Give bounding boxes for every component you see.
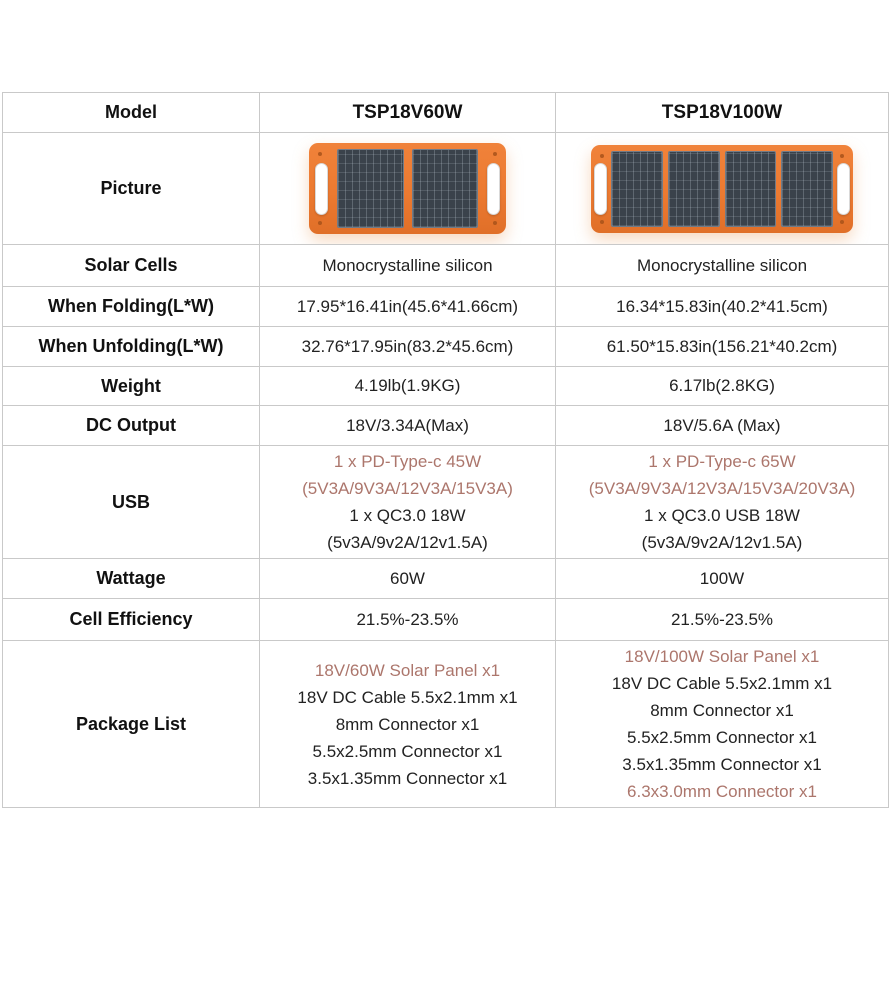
weight-60w-value: 4.19lb(1.9KG)	[260, 367, 556, 406]
solar-cells-100w-value: Monocrystalline silicon	[556, 245, 889, 287]
usb-60w-line-3: 1 x QC3.0 18W	[349, 506, 466, 525]
picture-cell-60w	[260, 133, 556, 245]
table-row-package-list	[3, 641, 889, 808]
panel-screw-icon	[493, 221, 497, 225]
row-label-when-unfolding: When Unfolding(L*W)	[3, 327, 260, 367]
wattage-100w-value: 100W	[556, 559, 889, 599]
row-label-model: Model	[3, 93, 260, 133]
package-60w-line-5: 3.5x1.35mm Connector x1	[307, 768, 508, 788]
package-60w-line-4: 5.5x2.5mm Connector x1	[312, 741, 503, 761]
cell-efficiency-100w-value: 21.5%-23.5%	[556, 599, 889, 641]
dc-output-60w-value: 18V/3.34A(Max)	[260, 406, 556, 446]
model-name-tsp18v60w: TSP18V60W	[260, 93, 556, 133]
solar-cell-section	[412, 149, 479, 228]
package-100w-line-3: 8mm Connector x1	[650, 701, 794, 720]
wattage-60w-value: 60W	[260, 559, 556, 599]
solar-cell-section	[781, 151, 833, 227]
usb-60w-line-4: (5v3A/9v2A/12v1.5A)	[327, 533, 488, 552]
panel-screw-icon	[840, 154, 844, 158]
panel-screw-icon	[600, 220, 604, 224]
table-row-when-unfolding	[3, 327, 889, 367]
table-row-model	[3, 93, 889, 133]
dc-output-100w-value: 18V/5.6A (Max)	[556, 406, 889, 446]
usb-100w-value	[556, 446, 889, 559]
row-label-cell-efficiency: Cell Efficiency	[3, 599, 260, 641]
model-name-tsp18v100w: TSP18V100W	[556, 93, 889, 133]
solar-cell-section	[611, 151, 663, 227]
page	[0, 92, 890, 982]
folding-size-100w-value: 16.34*15.83in(40.2*41.5cm)	[556, 287, 889, 327]
row-label-usb: USB	[3, 446, 260, 559]
picture-cell-100w	[556, 133, 889, 245]
panel-screw-icon	[318, 221, 322, 225]
package-60w-line-1: 18V/60W Solar Panel x1	[314, 660, 501, 680]
spec-comparison-table	[2, 92, 889, 808]
unfolding-size-60w-value: 32.76*17.95in(83.2*45.6cm)	[260, 327, 556, 367]
table-row-dc-output	[3, 406, 889, 446]
package-100w-line-6: 6.3x3.0mm Connector x1	[627, 782, 817, 801]
row-label-dc-output: DC Output	[3, 406, 260, 446]
row-label-picture: Picture	[3, 133, 260, 245]
package-100w-line-2: 18V DC Cable 5.5x2.1mm x1	[611, 674, 833, 693]
panel-handle-icon	[594, 163, 607, 215]
package-list-100w-value	[556, 641, 889, 808]
package-60w-line-2: 18V DC Cable 5.5x2.1mm x1	[297, 687, 518, 707]
solar-panel-60w-image	[309, 143, 506, 234]
table-row-when-folding	[3, 287, 889, 327]
panel-handle-icon	[315, 163, 328, 215]
table-row-weight	[3, 367, 889, 406]
panel-cells-60w	[337, 149, 478, 228]
cell-efficiency-60w-value: 21.5%-23.5%	[260, 599, 556, 641]
package-100w-line-5: 3.5x1.35mm Connector x1	[622, 755, 822, 774]
row-label-weight: Weight	[3, 367, 260, 406]
usb-60w-value	[260, 446, 556, 559]
usb-100w-line-1: 1 x PD-Type-c 65W	[648, 452, 796, 471]
solar-cell-section	[725, 151, 777, 227]
usb-100w-line-2: (5V3A/9V3A/12V3A/15V3A/20V3A)	[588, 479, 856, 498]
unfolding-size-100w-value: 61.50*15.83in(156.21*40.2cm)	[556, 327, 889, 367]
package-100w-line-1: 18V/100W Solar Panel x1	[624, 647, 820, 666]
row-label-when-folding: When Folding(L*W)	[3, 287, 260, 327]
row-label-package-list: Package List	[3, 641, 260, 808]
panel-screw-icon	[840, 220, 844, 224]
row-label-solar-cells: Solar Cells	[3, 245, 260, 287]
package-100w-line-4: 5.5x2.5mm Connector x1	[627, 728, 817, 747]
table-row-picture	[3, 133, 889, 245]
panel-screw-icon	[493, 152, 497, 156]
row-label-wattage: Wattage	[3, 559, 260, 599]
package-60w-line-3: 8mm Connector x1	[335, 714, 480, 734]
table-row-wattage	[3, 559, 889, 599]
solar-panel-100w-image	[591, 145, 853, 233]
table-row-cell-efficiency	[3, 599, 889, 641]
folding-size-60w-value: 17.95*16.41in(45.6*41.66cm)	[260, 287, 556, 327]
panel-screw-icon	[600, 154, 604, 158]
usb-60w-line-2: (5V3A/9V3A/12V3A/15V3A)	[302, 479, 513, 498]
weight-100w-value: 6.17lb(2.8KG)	[556, 367, 889, 406]
panel-cells-100w	[611, 151, 833, 227]
panel-handle-icon	[837, 163, 850, 215]
solar-cell-section	[668, 151, 720, 227]
usb-60w-line-1: 1 x PD-Type-c 45W	[333, 452, 482, 471]
panel-screw-icon	[318, 152, 322, 156]
package-list-60w-value	[260, 641, 556, 808]
panel-handle-icon	[487, 163, 500, 215]
usb-100w-line-4: (5v3A/9v2A/12v1.5A)	[641, 533, 803, 552]
table-row-solar-cells	[3, 245, 889, 287]
solar-cell-section	[337, 149, 404, 228]
usb-100w-line-3: 1 x QC3.0 USB 18W	[644, 506, 800, 525]
solar-cells-60w-value: Monocrystalline silicon	[260, 245, 556, 287]
table-row-usb	[3, 446, 889, 559]
